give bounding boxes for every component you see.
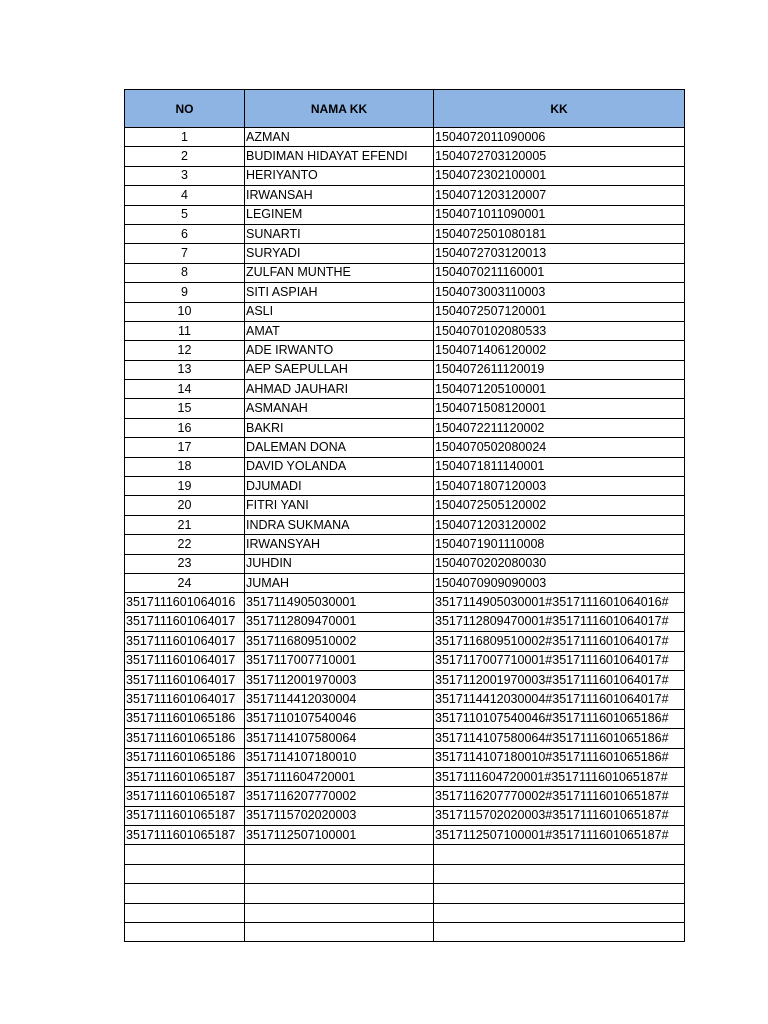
cell-no: 22 bbox=[125, 535, 245, 554]
cell-kk: 1504070502080024 bbox=[434, 438, 685, 457]
cell-kk: 1504072505120002 bbox=[434, 496, 685, 515]
table-row bbox=[125, 690, 685, 709]
cell-nama-kk: ASLI bbox=[245, 302, 434, 321]
cell-no: 3517111601065187 bbox=[125, 826, 245, 845]
cell-kk: 1504071901110008 bbox=[434, 535, 685, 554]
cell-nama-kk: ASMANAH bbox=[245, 399, 434, 418]
cell-no: 17 bbox=[125, 438, 245, 457]
cell-no: 3517111601065187 bbox=[125, 806, 245, 825]
cell-kk: 1504071011090001 bbox=[434, 205, 685, 224]
cell-no: 3517111601065187 bbox=[125, 767, 245, 786]
table-row bbox=[125, 651, 685, 670]
cell-kk: 3517112809470001#3517111601064017# bbox=[434, 612, 685, 631]
cell-nama-kk: AHMAD JAUHARI bbox=[245, 380, 434, 399]
cell-no: 7 bbox=[125, 244, 245, 263]
cell-kk: 1504071807120003 bbox=[434, 477, 685, 496]
header-row bbox=[125, 90, 685, 128]
cell-nama-kk: IRWANSAH bbox=[245, 186, 434, 205]
cell-nama-kk: 3517114905030001 bbox=[245, 593, 434, 612]
cell-kk: 1504072507120001 bbox=[434, 302, 685, 321]
cell-no: 3 bbox=[125, 166, 245, 185]
table-body bbox=[125, 128, 685, 942]
cell-nama-kk: SUNARTI bbox=[245, 224, 434, 243]
cell-nama-kk bbox=[245, 923, 434, 942]
cell-no: 16 bbox=[125, 418, 245, 437]
table-row bbox=[125, 573, 685, 592]
cell-kk: 1504072611120019 bbox=[434, 360, 685, 379]
cell-no: 21 bbox=[125, 515, 245, 534]
cell-no bbox=[125, 903, 245, 922]
cell-no: 3517111601064017 bbox=[125, 651, 245, 670]
cell-nama-kk: 3517112507100001 bbox=[245, 826, 434, 845]
table-row bbox=[125, 884, 685, 903]
cell-nama-kk: 3517114412030004 bbox=[245, 690, 434, 709]
cell-nama-kk bbox=[245, 845, 434, 864]
cell-no: 10 bbox=[125, 302, 245, 321]
cell-kk: 3517111604720001#3517111601065187# bbox=[434, 767, 685, 786]
cell-kk: 3517114412030004#3517111601064017# bbox=[434, 690, 685, 709]
table-row bbox=[125, 496, 685, 515]
cell-kk: 1504071203120007 bbox=[434, 186, 685, 205]
cell-no: 1 bbox=[125, 128, 245, 147]
cell-nama-kk bbox=[245, 864, 434, 883]
cell-no: 13 bbox=[125, 360, 245, 379]
cell-no: 9 bbox=[125, 283, 245, 302]
cell-nama-kk: DJUMADI bbox=[245, 477, 434, 496]
cell-nama-kk: SURYADI bbox=[245, 244, 434, 263]
cell-kk: 1504072211120002 bbox=[434, 418, 685, 437]
table-row bbox=[125, 147, 685, 166]
cell-no: 24 bbox=[125, 573, 245, 592]
table-row bbox=[125, 283, 685, 302]
cell-nama-kk: ZULFAN MUNTHE bbox=[245, 263, 434, 282]
cell-no: 19 bbox=[125, 477, 245, 496]
cell-nama-kk: 3517114107580064 bbox=[245, 729, 434, 748]
cell-kk: 1504073003110003 bbox=[434, 283, 685, 302]
cell-kk: 1504070909090003 bbox=[434, 573, 685, 592]
table-row bbox=[125, 244, 685, 263]
cell-nama-kk: IRWANSYAH bbox=[245, 535, 434, 554]
table-row bbox=[125, 438, 685, 457]
cell-nama-kk: 3517111604720001 bbox=[245, 767, 434, 786]
cell-kk: 1504070102080533 bbox=[434, 321, 685, 340]
table-row bbox=[125, 341, 685, 360]
cell-no bbox=[125, 923, 245, 942]
cell-nama-kk: BAKRI bbox=[245, 418, 434, 437]
table-header bbox=[125, 90, 685, 128]
cell-no: 6 bbox=[125, 224, 245, 243]
table-row bbox=[125, 263, 685, 282]
cell-kk: 3517115702020003#3517111601065187# bbox=[434, 806, 685, 825]
cell-no: 23 bbox=[125, 554, 245, 573]
table-row bbox=[125, 903, 685, 922]
cell-nama-kk: SITI ASPIAH bbox=[245, 283, 434, 302]
table-row bbox=[125, 205, 685, 224]
cell-nama-kk: 3517110107540046 bbox=[245, 709, 434, 728]
table-row bbox=[125, 729, 685, 748]
cell-nama-kk: 3517112001970003 bbox=[245, 670, 434, 689]
table-row bbox=[125, 399, 685, 418]
cell-nama-kk: DAVID YOLANDA bbox=[245, 457, 434, 476]
cell-nama-kk: JUMAH bbox=[245, 573, 434, 592]
cell-nama-kk: 3517114107180010 bbox=[245, 748, 434, 767]
table-row bbox=[125, 632, 685, 651]
cell-nama-kk: INDRA SUKMANA bbox=[245, 515, 434, 534]
table-row bbox=[125, 457, 685, 476]
cell-no: 8 bbox=[125, 263, 245, 282]
header-nama-kk: NAMA KK bbox=[245, 90, 434, 128]
table-row bbox=[125, 826, 685, 845]
kk-table bbox=[124, 89, 685, 942]
cell-kk: 3517110107540046#3517111601065186# bbox=[434, 709, 685, 728]
cell-kk: 1504071203120002 bbox=[434, 515, 685, 534]
cell-kk: 1504071406120002 bbox=[434, 341, 685, 360]
cell-kk bbox=[434, 903, 685, 922]
table-row bbox=[125, 515, 685, 534]
cell-nama-kk: HERIYANTO bbox=[245, 166, 434, 185]
cell-kk: 3517114905030001#3517111601064016# bbox=[434, 593, 685, 612]
cell-kk: 1504071811140001 bbox=[434, 457, 685, 476]
cell-no: 3517111601064017 bbox=[125, 612, 245, 631]
cell-no: 5 bbox=[125, 205, 245, 224]
table-row bbox=[125, 186, 685, 205]
cell-no: 3517111601065186 bbox=[125, 748, 245, 767]
cell-kk: 1504071205100001 bbox=[434, 380, 685, 399]
table-row bbox=[125, 923, 685, 942]
cell-nama-kk: 3517116207770002 bbox=[245, 787, 434, 806]
cell-no bbox=[125, 884, 245, 903]
cell-no: 20 bbox=[125, 496, 245, 515]
cell-no: 3517111601064017 bbox=[125, 690, 245, 709]
cell-nama-kk: AEP SAEPULLAH bbox=[245, 360, 434, 379]
cell-no bbox=[125, 864, 245, 883]
cell-kk: 1504072703120005 bbox=[434, 147, 685, 166]
cell-kk bbox=[434, 845, 685, 864]
cell-nama-kk: 3517117007710001 bbox=[245, 651, 434, 670]
cell-no: 3517111601064016 bbox=[125, 593, 245, 612]
cell-no: 3517111601064017 bbox=[125, 670, 245, 689]
table-row bbox=[125, 360, 685, 379]
cell-nama-kk: LEGINEM bbox=[245, 205, 434, 224]
table-row bbox=[125, 864, 685, 883]
cell-kk: 1504070211160001 bbox=[434, 263, 685, 282]
table-row bbox=[125, 477, 685, 496]
cell-kk: 1504072011090006 bbox=[434, 128, 685, 147]
cell-kk: 1504071508120001 bbox=[434, 399, 685, 418]
table-row bbox=[125, 321, 685, 340]
cell-no: 4 bbox=[125, 186, 245, 205]
cell-no: 14 bbox=[125, 380, 245, 399]
cell-nama-kk: 3517116809510002 bbox=[245, 632, 434, 651]
cell-nama-kk: FITRI YANI bbox=[245, 496, 434, 515]
cell-kk: 3517112507100001#3517111601065187# bbox=[434, 826, 685, 845]
table-row bbox=[125, 612, 685, 631]
table-row bbox=[125, 593, 685, 612]
cell-nama-kk: BUDIMAN HIDAYAT EFENDI bbox=[245, 147, 434, 166]
table-row bbox=[125, 224, 685, 243]
cell-kk bbox=[434, 923, 685, 942]
cell-no: 3517111601065187 bbox=[125, 787, 245, 806]
cell-kk bbox=[434, 864, 685, 883]
table-row bbox=[125, 748, 685, 767]
cell-nama-kk bbox=[245, 903, 434, 922]
cell-nama-kk: ADE IRWANTO bbox=[245, 341, 434, 360]
table-row bbox=[125, 787, 685, 806]
cell-nama-kk: 3517112809470001 bbox=[245, 612, 434, 631]
table-row bbox=[125, 709, 685, 728]
table-row bbox=[125, 845, 685, 864]
cell-nama-kk: AZMAN bbox=[245, 128, 434, 147]
cell-kk: 3517116207770002#3517111601065187# bbox=[434, 787, 685, 806]
header-kk: KK bbox=[434, 90, 685, 128]
cell-no: 3517111601065186 bbox=[125, 709, 245, 728]
cell-kk: 1504070202080030 bbox=[434, 554, 685, 573]
table-row bbox=[125, 806, 685, 825]
table-row bbox=[125, 535, 685, 554]
cell-no: 2 bbox=[125, 147, 245, 166]
header-no: NO bbox=[125, 90, 245, 128]
cell-kk: 3517114107580064#3517111601065186# bbox=[434, 729, 685, 748]
table-row bbox=[125, 418, 685, 437]
cell-no: 11 bbox=[125, 321, 245, 340]
cell-no: 18 bbox=[125, 457, 245, 476]
cell-kk: 1504072302100001 bbox=[434, 166, 685, 185]
table-row bbox=[125, 767, 685, 786]
cell-no bbox=[125, 845, 245, 864]
cell-kk: 3517117007710001#3517111601064017# bbox=[434, 651, 685, 670]
cell-no: 3517111601064017 bbox=[125, 632, 245, 651]
cell-kk: 1504072501080181 bbox=[434, 224, 685, 243]
table-row bbox=[125, 166, 685, 185]
table-row bbox=[125, 380, 685, 399]
table-row bbox=[125, 670, 685, 689]
cell-nama-kk bbox=[245, 884, 434, 903]
cell-no: 12 bbox=[125, 341, 245, 360]
table-row bbox=[125, 128, 685, 147]
cell-kk: 3517112001970003#3517111601064017# bbox=[434, 670, 685, 689]
cell-nama-kk: AMAT bbox=[245, 321, 434, 340]
cell-kk bbox=[434, 884, 685, 903]
cell-kk: 3517114107180010#3517111601065186# bbox=[434, 748, 685, 767]
cell-no: 3517111601065186 bbox=[125, 729, 245, 748]
cell-nama-kk: DALEMAN DONA bbox=[245, 438, 434, 457]
cell-kk: 1504072703120013 bbox=[434, 244, 685, 263]
cell-no: 15 bbox=[125, 399, 245, 418]
cell-nama-kk: 3517115702020003 bbox=[245, 806, 434, 825]
table-row bbox=[125, 554, 685, 573]
cell-nama-kk: JUHDIN bbox=[245, 554, 434, 573]
table-row bbox=[125, 302, 685, 321]
cell-kk: 3517116809510002#3517111601064017# bbox=[434, 632, 685, 651]
